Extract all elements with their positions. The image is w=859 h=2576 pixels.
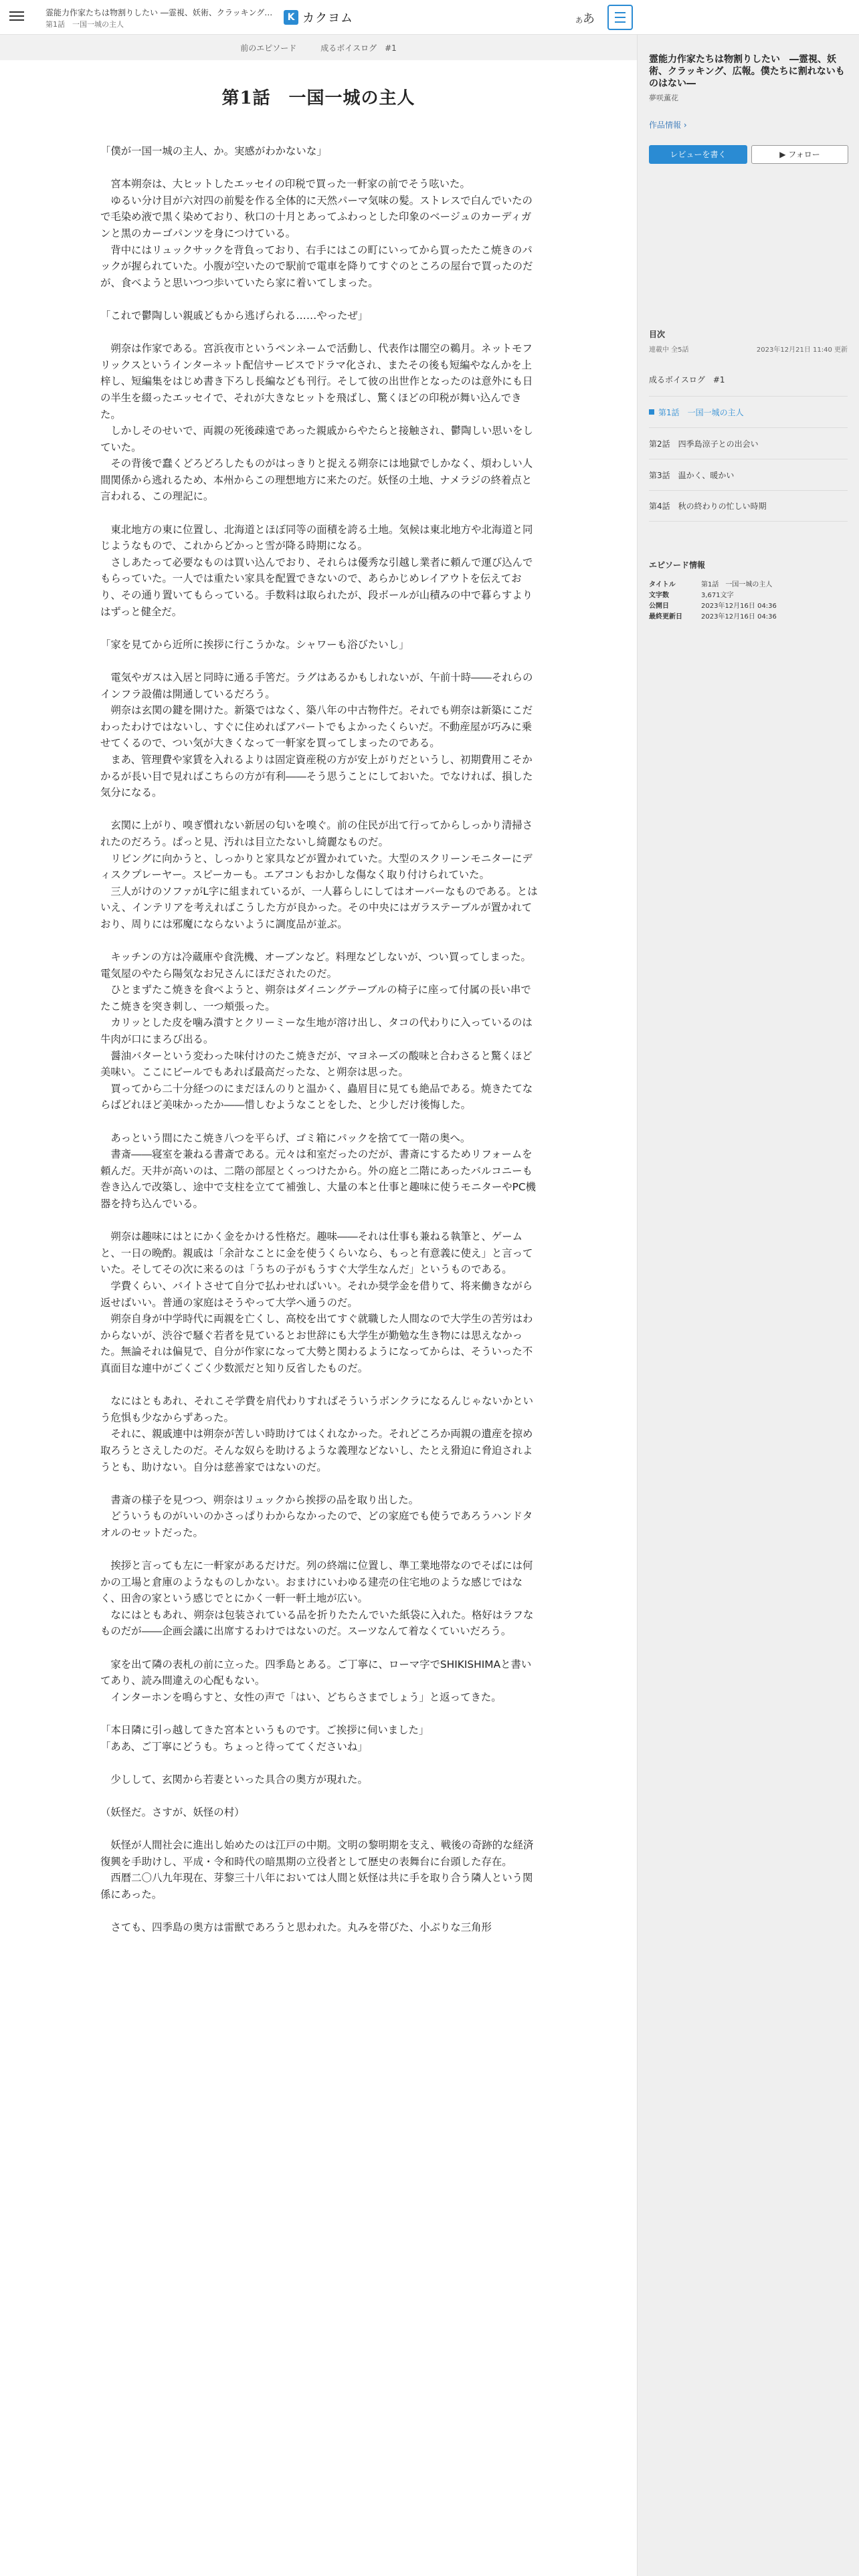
body-paragraph: 「ああ、ご丁寧にどうも。ちょっと待っててくださいね」 xyxy=(100,1740,368,1753)
episode-body xyxy=(100,143,539,1936)
body-paragraph: 背中にはリュックサックを背負っており、右手にはこの町にいってから買ったたこ焼きのパックが握られていた。小腹が空いたので駅前で電車を降りてすぐのところの屋台で買ったのだが、食べようと思いつつ歩いていたら家に着いてしまった。 xyxy=(100,243,533,289)
font-size-label: あ xyxy=(583,12,595,26)
body-paragraph xyxy=(100,1640,539,1656)
body-paragraph: 挨拶と言っても左に一軒家があるだけだ。列の終端に位置し、準工業地帯なのでそばには何かの工場と倉庫のようなものしかない。おまけにいわゆる建売の住宅地のような感じではなく、田舎の家という感じでとにかく一軒一軒土地が広い。 xyxy=(100,1560,533,1605)
episode-info-heading: エピソード情報 xyxy=(649,560,706,570)
header-episode-title: 第1話 一国一城の主人 xyxy=(45,20,124,29)
body-paragraph: 朔奈は作家である。宮浜夜市というペンネームで活動し、代表作は闇空の鵜月。ネットモフリックスというインターネット配信サービスでドラマ化され、またその後も短編やなんかを上梓し、短編集をはじめ書き下ろし長編なども刊行。そして彼の出世作となったのは意外にも日の半生を綴ったエッセイで、それが大きなヒットを飛ばし、驚くほどの印税が舞い込んできた。 xyxy=(100,342,533,421)
body-paragraph xyxy=(100,1821,539,1838)
toc-count: 連載中 全5話 xyxy=(649,346,689,354)
body-paragraph: ひとまずたこ焼きを食べようと、朔奈はダイニングテーブルの椅子に座って付属の長い串でたこ焼きを突き刺し、一つ頬張った。 xyxy=(100,984,531,1012)
prev-episode-link[interactable]: 前のエピソード xyxy=(240,43,297,53)
episode-nav xyxy=(0,35,637,60)
body-paragraph xyxy=(100,620,539,637)
body-paragraph: 「これで鬱陶しい親戚どもから逃げられる……やったぜ」 xyxy=(100,309,369,322)
body-paragraph xyxy=(100,653,539,669)
body-paragraph: リビングに向かうと、しっかりと家具などが置かれていた。大型のスクリーンモニターにディスクプレーヤー。スピーカーも。エアコンもおかしな傷なく取り付けられていた。 xyxy=(100,852,533,881)
body-paragraph: 三人がけのソファがL字に組まれているが、一人暮らしにしてはオーバーなものである。とはいえ、インテリアを考えればこうした方が良かった。その中央にはガラステーブルが置かれており、周りには邪魔にならないように調度品が並ぶ。 xyxy=(100,885,538,930)
current-marker-icon xyxy=(649,409,654,415)
body-paragraph: あっという間にたこ焼き八つを平らげ、ゴミ箱にパックを捨てて一階の奥へ。 xyxy=(100,1132,471,1144)
info-key: 最終更新日 xyxy=(649,613,682,621)
episode-main xyxy=(0,35,637,2576)
body-paragraph: さても、四季島の奥方は雷獣であろうと思われた。丸みを帯びた、小ぶりな三角形 xyxy=(100,1921,492,1934)
info-value: 3,671文字 xyxy=(701,592,734,599)
info-value: 第1話 一国一城の主人 xyxy=(701,581,773,588)
body-paragraph: どういうものがいいのかさっぱりわからなかったので、どの家庭でも使うであろうハンドタオルのセットだった。 xyxy=(100,1510,533,1539)
body-paragraph: 朔奈は趣味にはとにかく金をかける性格だ。趣味――それは仕事も兼ねる執筆と、ゲームと、一日の晩酌。親戚は「余計なことに金を使うくらいなら、もっと有意義に使え」と言っていた。そしてその次に来るのは「うちの子がもうすぐ大学生なんだ」というものである。 xyxy=(100,1230,533,1276)
body-paragraph: なにはともあれ、それこそ学費を肩代わりすればそういうボンクラになるんじゃないかという危惧も少なからずあった。 xyxy=(100,1395,534,1424)
sidebar-work-title[interactable]: 霊能力作家たちは物割りしたい ―霊視、妖術、クラッキング、広報。僕たちに割れないものはない― xyxy=(649,54,845,89)
next-episode-link[interactable]: 成るボイスログ #1 xyxy=(320,43,397,53)
work-info-link[interactable] xyxy=(649,119,848,130)
info-value: 2023年12月16日 04:36 xyxy=(701,613,777,621)
body-paragraph: 「僕が一国一城の主人、か。実感がわかないな」 xyxy=(100,145,327,157)
toc-chapter-title: 成るボイスログ #1 xyxy=(649,375,725,385)
info-value: 2023年12月16日 04:36 xyxy=(701,603,777,610)
body-paragraph: 朔奈は玄関の鍵を開けた。新築ではなく、築八年の中古物件だ。それでも朔奈は新築にこだわったわけではないし、すぐに住めればアパートでもよかったくらいだ。不動産屋が巧みに乗せてくるので、つい気が大きくなって一軒家を買ってしまったのである。 xyxy=(100,704,533,750)
toc-item-4[interactable] xyxy=(649,490,848,522)
follow-label: フォロー xyxy=(788,150,820,159)
toc-item-2[interactable] xyxy=(649,427,848,459)
follow-button[interactable] xyxy=(751,145,848,164)
body-paragraph: 学費くらい、バイトさせて自分で払わせればいい。それか奨学金を借りて、将来働きながら返せばいい。普通の家庭はそうやって大学へ通うのだ。 xyxy=(100,1279,533,1309)
top-header xyxy=(0,0,859,35)
body-paragraph: 書斎――寝室を兼ねる書斎である。元々は和室だったのだが、書斎にするためリフォームを頼んだ。天井が高いのは、二階の部屋とくっつけたから。外の庭と二階にあったバルコニーも巻き込んで改築し、途中で支柱を立てて補強し、大量の本と仕事と趣味に使うモニターやPC機器を持ち込んでいる。 xyxy=(100,1148,537,1210)
body-paragraph: 家を出て隣の表札の前に立った。四季島とある。ご丁寧に、ローマ字でSHIKISHIMAと書いてあり、読み間違えの心配もない。 xyxy=(100,1658,532,1687)
body-paragraph: なにはともあれ、朔奈は包装されている品を折りたたんでいた紙袋に入れた。格好はラフなものだが――企画会議に出席するわけではないのだ。スーツなんて着なくていいだろう。 xyxy=(100,1608,534,1638)
logo-icon: K xyxy=(284,10,298,25)
body-paragraph: さしあたって必要なものは買い込んでおり、それらは優秀な引越し業者に頼んで運び込んでもらっていた。一人では重たい家具を配置できないので、あらかじめレイアウトを伝えており、その通り置いてもらっている。手数料は取られたが、段ボールが山積みの中で暮らすよりはずっと健全だ。 xyxy=(100,556,533,618)
body-paragraph xyxy=(100,324,539,341)
body-paragraph xyxy=(100,1113,539,1130)
font-size-button[interactable]: ああ xyxy=(575,12,595,26)
work-info-label: 作品情報 xyxy=(649,120,682,130)
body-paragraph: その背後で蠢くどろどろしたものがはっきりと捉える朔奈には地獄でしかなく、煩わしい人間関係から逃れるため、本州からこの理想地方に来たのだ。妖怪の土地、ナメラジの終着点と言われる、この理記に。 xyxy=(100,457,533,503)
sidebar xyxy=(637,35,859,2576)
body-paragraph: しかしそのせいで、両親の死後疎遠であった親戚からやたらと接触され、鬱陶しい思いをしていた。 xyxy=(100,425,533,453)
body-paragraph: 醤油バターという変わった味付けのたこ焼きだが、マヨネーズの酸味と合わさると驚くほど美味い。ここにビールでもあれば最高だったな、と朔奈は思った。 xyxy=(100,1049,533,1079)
body-paragraph: 買ってから二十分経つのにまだほんのりと温かく、蟲眉目に見ても絶品である。焼きたてならばどれほど美味かったか――惜しむようなことをした、と少しだけ後悔した。 xyxy=(100,1082,533,1111)
body-paragraph: 電気やガスは入居と同時に通る手筈だ。ラグはあるかもしれないが、午前十時――それらのインフラ設備は開通しているだろう。 xyxy=(100,671,533,700)
toc-item-label: 第4話 秋の終わりの忙しい時期 xyxy=(649,502,767,511)
body-paragraph: 「本日隣に引っ越してきた宮本というものです。ご挨拶に伺いました」 xyxy=(100,1724,430,1736)
bookmark-icon: ▶ xyxy=(779,150,786,159)
body-paragraph: 少しして、玄関から若妻といった具合の奥方が現れた。 xyxy=(100,1773,368,1786)
toc-item-label: 第2話 四季島涼子との出会い xyxy=(649,439,759,449)
write-review-button[interactable]: レビューを書く xyxy=(649,145,747,164)
body-paragraph: まあ、管理費や家賃を入れるよりは固定資産税の方が安上がりだというし、初期費用こそかかるが長い目で見ればこちらの方が有利――そう思うことにしておいた。でなければ、損した気分になる。 xyxy=(100,753,533,799)
toc-item-1[interactable] xyxy=(649,396,848,427)
info-key: 文字数 xyxy=(649,592,669,599)
body-paragraph: キッチンの方は冷蔵庫や食洗機、オーブンなど。料理などしないが、つい買ってしまった。電気屋のやたら陽気なお兄さんにほだされたのだ。 xyxy=(100,951,531,980)
kakuyomu-logo[interactable] xyxy=(284,9,353,25)
body-paragraph: （妖怪だ。さすが、妖怪の村） xyxy=(100,1806,245,1818)
header-work-title[interactable]: 霊能力作家たちは物割りしたい ―霊視、妖術、クラッキング… xyxy=(45,8,273,17)
body-paragraph xyxy=(100,1475,539,1492)
toc-item-label: 第3話 温かく、暖かい xyxy=(649,470,735,480)
info-key: 公開日 xyxy=(649,603,669,610)
body-paragraph xyxy=(100,1212,539,1229)
body-paragraph: 東北地方の東に位置し、北海道とほぼ同等の面積を誇る土地。気候は東北地方や北海道と同じようなもので、これからどかっと雪が降る時期になる。 xyxy=(100,523,533,552)
body-paragraph: インターホンを鳴らすと、女性の声で「はい、どちらさまでしょう」と返ってきた。 xyxy=(100,1691,502,1703)
body-paragraph: 「家を見てから近所に挨拶に行こうかな。シャワーも浴びたいし」 xyxy=(100,638,409,651)
info-key: タイトル xyxy=(649,581,676,588)
toc-item-label: 第1話 一国一城の主人 xyxy=(658,407,744,417)
body-paragraph: 書斎の様子を見つつ、朔奈はリュックから挨拶の品を取り出した。 xyxy=(100,1493,419,1506)
toc-toggle-button[interactable] xyxy=(607,5,633,30)
body-paragraph: 妖怪が人間社会に進出し始めたのは江戸の中期。文明の黎明期を支え、戦後の奇跡的な経済復興を手助けし、平成・令和時代の暗黒期の立役者として歴史の表舞台に台頭した存在。 xyxy=(100,1839,534,1868)
chevron-right-icon: › xyxy=(683,120,687,130)
body-paragraph: ゆるい分け目が六対四の前髪を作る全体的に天然パーマ気味の髪。ストレスで白んでいたので毛染め液で黒く染めており、秋口の十月とあってふわっとした印象のベージュのカーディガンと黒のカーゴパンツを身につけている。 xyxy=(100,194,533,239)
body-paragraph xyxy=(100,801,539,818)
body-paragraph xyxy=(100,160,539,177)
body-paragraph: 玄関に上がり、嗅ぎ慣れない新居の匂いを嗅ぐ。前の住民が出て行ってからしっかり清掃されたのだろう。ぱっと見、汚れは目立たないし綺麗なものだ。 xyxy=(100,819,533,848)
body-paragraph: 西暦二〇八九年現在、芽黎三十八年においては人間と妖怪は共に手を取り合う隣人という関係にあった。 xyxy=(100,1872,533,1901)
body-paragraph xyxy=(100,1377,539,1394)
body-paragraph xyxy=(100,1541,539,1558)
body-paragraph xyxy=(100,1903,539,1920)
episode-title: 第1話 一国一城の主人 xyxy=(221,88,415,108)
author-name[interactable]: 夢咲薫花 xyxy=(649,94,678,102)
body-paragraph xyxy=(100,933,539,950)
body-paragraph: 朔奈自身が中学時代に両親を亡くし、高校を出てすぐ就職した人間なので大学生の苦労はわからないが、渋谷で騒ぐ若者を見ているとお世辞にも大学生が勤勉な生き物には思えなかった。無論それは偏見で、自分が作家になって大勢と関わるようになってからは、そういった不真面目な連中がごくごく少数派だと知り反省したものだ。 xyxy=(100,1313,533,1374)
body-paragraph xyxy=(100,1788,539,1804)
toc-heading: 目次 xyxy=(649,330,666,339)
episode-info xyxy=(649,559,848,623)
body-paragraph xyxy=(100,1705,539,1722)
body-paragraph xyxy=(100,291,539,308)
body-paragraph xyxy=(100,1755,539,1772)
body-paragraph: カリッとした皮を噛み潰すとクリーミーな生地が溶け出し、タコの代わりに入っているのは牛肉が口にまろび出る。 xyxy=(100,1016,533,1046)
menu-icon[interactable] xyxy=(9,9,24,24)
body-paragraph: 宮本朔奈は、大ヒットしたエッセイの印税で買った一軒家の前でそう呟いた。 xyxy=(100,178,470,191)
logo-text: カクヨム xyxy=(302,11,353,25)
body-paragraph xyxy=(100,505,539,522)
toc-updated: 2023年12月21日 11:40 更新 xyxy=(756,346,848,354)
table-of-contents xyxy=(638,328,859,522)
toc-item-3[interactable] xyxy=(649,459,848,490)
body-paragraph: それに、親戚連中は朔奈が苦しい時助けてはくれなかった。それどころか両親の遺産を掠め取ろうとさえしたのだ。そんな奴らを助けるような義理などないし、たとえ猾迫に脅迫されようとも、助けない。自分は慈善家ではないのだ。 xyxy=(100,1428,533,1473)
